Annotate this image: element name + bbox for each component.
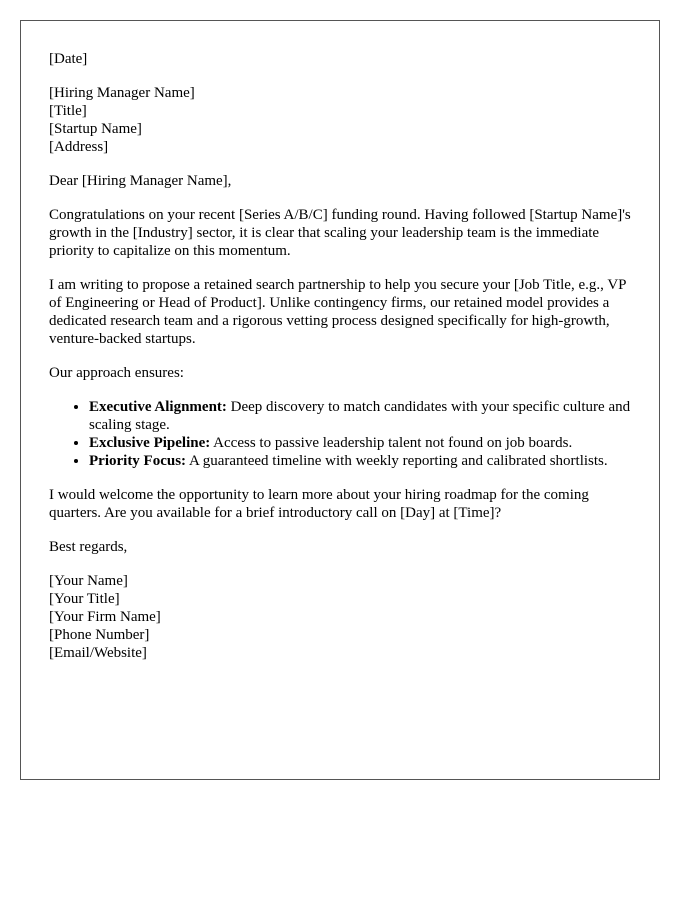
signature-phone: [Phone Number] [49, 627, 150, 643]
approach-list [49, 398, 631, 470]
signature-name: [Your Name] [49, 573, 128, 589]
signature-title: [Your Title] [49, 591, 120, 607]
letter-date: [Date] [49, 51, 88, 67]
recipient-block [49, 84, 631, 156]
approach-point-text: Deep discovery to match candidates with your specific culture and scaling stage. [89, 399, 631, 433]
signature-firm: [Your Firm Name] [49, 609, 161, 625]
intro-paragraph: Congratulations on your recent [Series A/B/C] funding round. Having followed [Startup Name]'s growth in the [Industry] sector, it is clear that scaling your leadership team is the immediate priority to capitalize on this momentum. [49, 207, 631, 259]
recipient-address: [Address] [49, 139, 109, 155]
proposal-paragraph: I am writing to propose a retained search partnership to help you secure your [Job Title, e.g., VP of Engineering or Head of Product]. Unlike contingency firms, our retained model provides a dedicated research team and a rigorous vetting process designed specifically for high-growth, venture-backed startups. [49, 277, 626, 347]
closing: Best regards, [49, 539, 128, 555]
recipient-company: [Startup Name] [49, 121, 142, 137]
approach-intro: Our approach ensures: [49, 365, 184, 381]
recipient-name: [Hiring Manager Name] [49, 85, 195, 101]
approach-point-text: Access to passive leadership talent not found on job boards. [210, 435, 573, 451]
call-request-paragraph: I would welcome the opportunity to learn more about your hiring roadmap for the coming quarters. Are you available for a brief introductory call on [Day] at [Time]? [49, 487, 589, 521]
approach-point-title: Priority Focus: [89, 453, 187, 469]
approach-point-text: A guaranteed timeline with weekly reporting and calibrated shortlists. [186, 453, 608, 469]
approach-point-title: Exclusive Pipeline: [89, 435, 211, 451]
signature-block [49, 572, 631, 662]
approach-point-alignment [89, 398, 631, 434]
salutation: Dear [Hiring Manager Name], [49, 173, 232, 189]
approach-point-title: Executive Alignment: [89, 399, 227, 415]
date-line [49, 50, 631, 68]
letter-page [20, 20, 660, 780]
recipient-title: [Title] [49, 103, 87, 119]
approach-point-focus [89, 452, 631, 470]
approach-point-pipeline [89, 434, 631, 452]
signature-contact: [Email/Website] [49, 645, 147, 661]
